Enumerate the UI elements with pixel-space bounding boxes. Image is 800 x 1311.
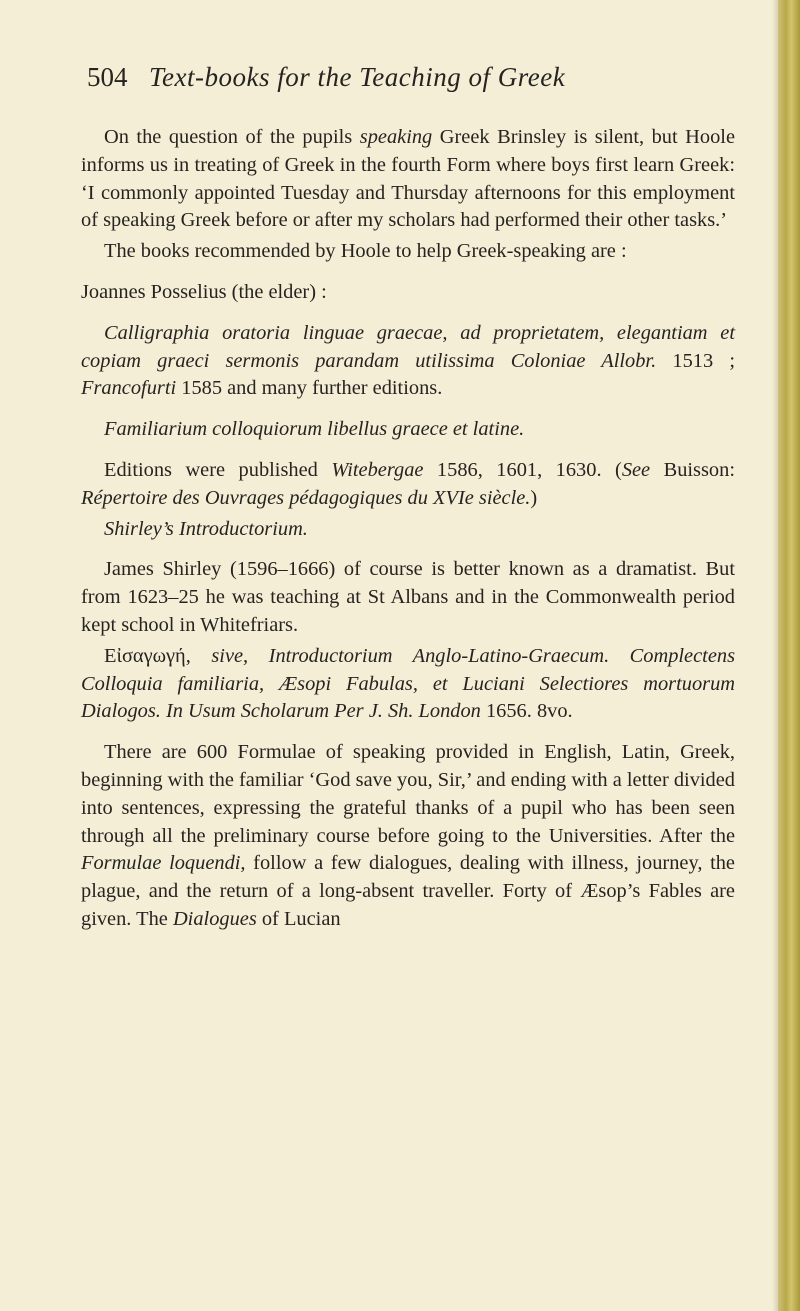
text-run: Witebergae xyxy=(331,458,424,481)
entry-eisagoge xyxy=(81,643,735,726)
paragraph-greek-speaking xyxy=(81,124,735,235)
text-run: 1656. 8vo. xyxy=(480,700,573,723)
paragraph-hoole-books: The books recommended by Hoole to help Greek-speaking are : xyxy=(104,240,627,263)
text-run: sive, Introductorium Anglo-Latino-Graecum. Complectens Colloquia familiaria, Æsopi Fabulas, et Luciani Selectiores mortuorum Dialogos. In Usum Scholarum Per J. Sh. London xyxy=(81,644,736,723)
text-run: ) xyxy=(530,486,538,509)
text-run: speaking xyxy=(359,126,433,148)
running-header xyxy=(87,62,710,93)
text-run: See xyxy=(621,458,651,481)
body-text xyxy=(81,124,735,934)
paragraph-editions xyxy=(81,457,735,513)
text-run: Répertoire des Ouvrages pédagogiques du XVIe siècle. xyxy=(81,486,531,509)
running-title: Text-books for the Teaching of Greek xyxy=(149,62,566,92)
text-run: Francofurti xyxy=(81,377,177,400)
text-run: 1586, 1601, 1630. ( xyxy=(423,458,622,481)
text-run: of Lucian xyxy=(256,907,341,930)
paragraph-shirley: James Shirley (1596–1666) of course is better known as a dramatist. But from 1623–25 he was teaching at St Albans and in the Commonwealth period kept school in Whitefriars. xyxy=(81,558,735,636)
text-run: Buisson: xyxy=(650,458,735,481)
text-run: Formulae loquendi, xyxy=(81,852,246,875)
book-edge xyxy=(778,0,800,1311)
entry-calligraphia xyxy=(81,320,735,403)
text-run: Editions were published xyxy=(104,458,332,481)
text-run: Calligraphia oratoria linguae graecae, ad proprietatem, elegantiam et copiam graeci sermonis parandam utilissima Coloniae Allobr. xyxy=(81,321,735,372)
text-run: 1513 ; xyxy=(656,349,735,372)
author-posselius: Joannes Posselius (the elder) : xyxy=(81,280,327,303)
text-run: Dialogues xyxy=(172,907,257,930)
entry-familiarium: Familiarium colloquiorum libellus graece et latine. xyxy=(104,418,525,441)
text-run: follow a few dialogues, dealing with illness, journey, the plague, and the return of a long-absent traveller. Forty of Æsop’s Fables are given. The xyxy=(81,852,735,930)
text-run: 1585 and many further editions. xyxy=(176,377,443,400)
text-run: There are 600 Formulae of speaking provided in English, Latin, Greek, beginning with the familiar ‘God save you, Sir,’ and ending with a letter divided into sentences, expressing the grateful thanks of a pupil who has been seen through all the preliminary course before going to the Universities. After the xyxy=(81,741,735,847)
page-number: 504 xyxy=(87,62,128,92)
paragraph-formulae xyxy=(81,739,735,934)
text-run: Greek Brinsley is silent, but Hoole informs us in treating of Greek in the fourth Form where boys first learn Greek: ‘I commonly appointed Tuesday and Thursday afternoons for this employment of speaking Greek before or after my scholars had performed their other tasks.’ xyxy=(81,126,735,232)
heading-shirley: Shirley’s Introductorium. xyxy=(104,517,308,540)
text-run: Εἰσαγωγή, xyxy=(104,644,212,667)
text-run: On the question of the pupils xyxy=(104,126,360,148)
